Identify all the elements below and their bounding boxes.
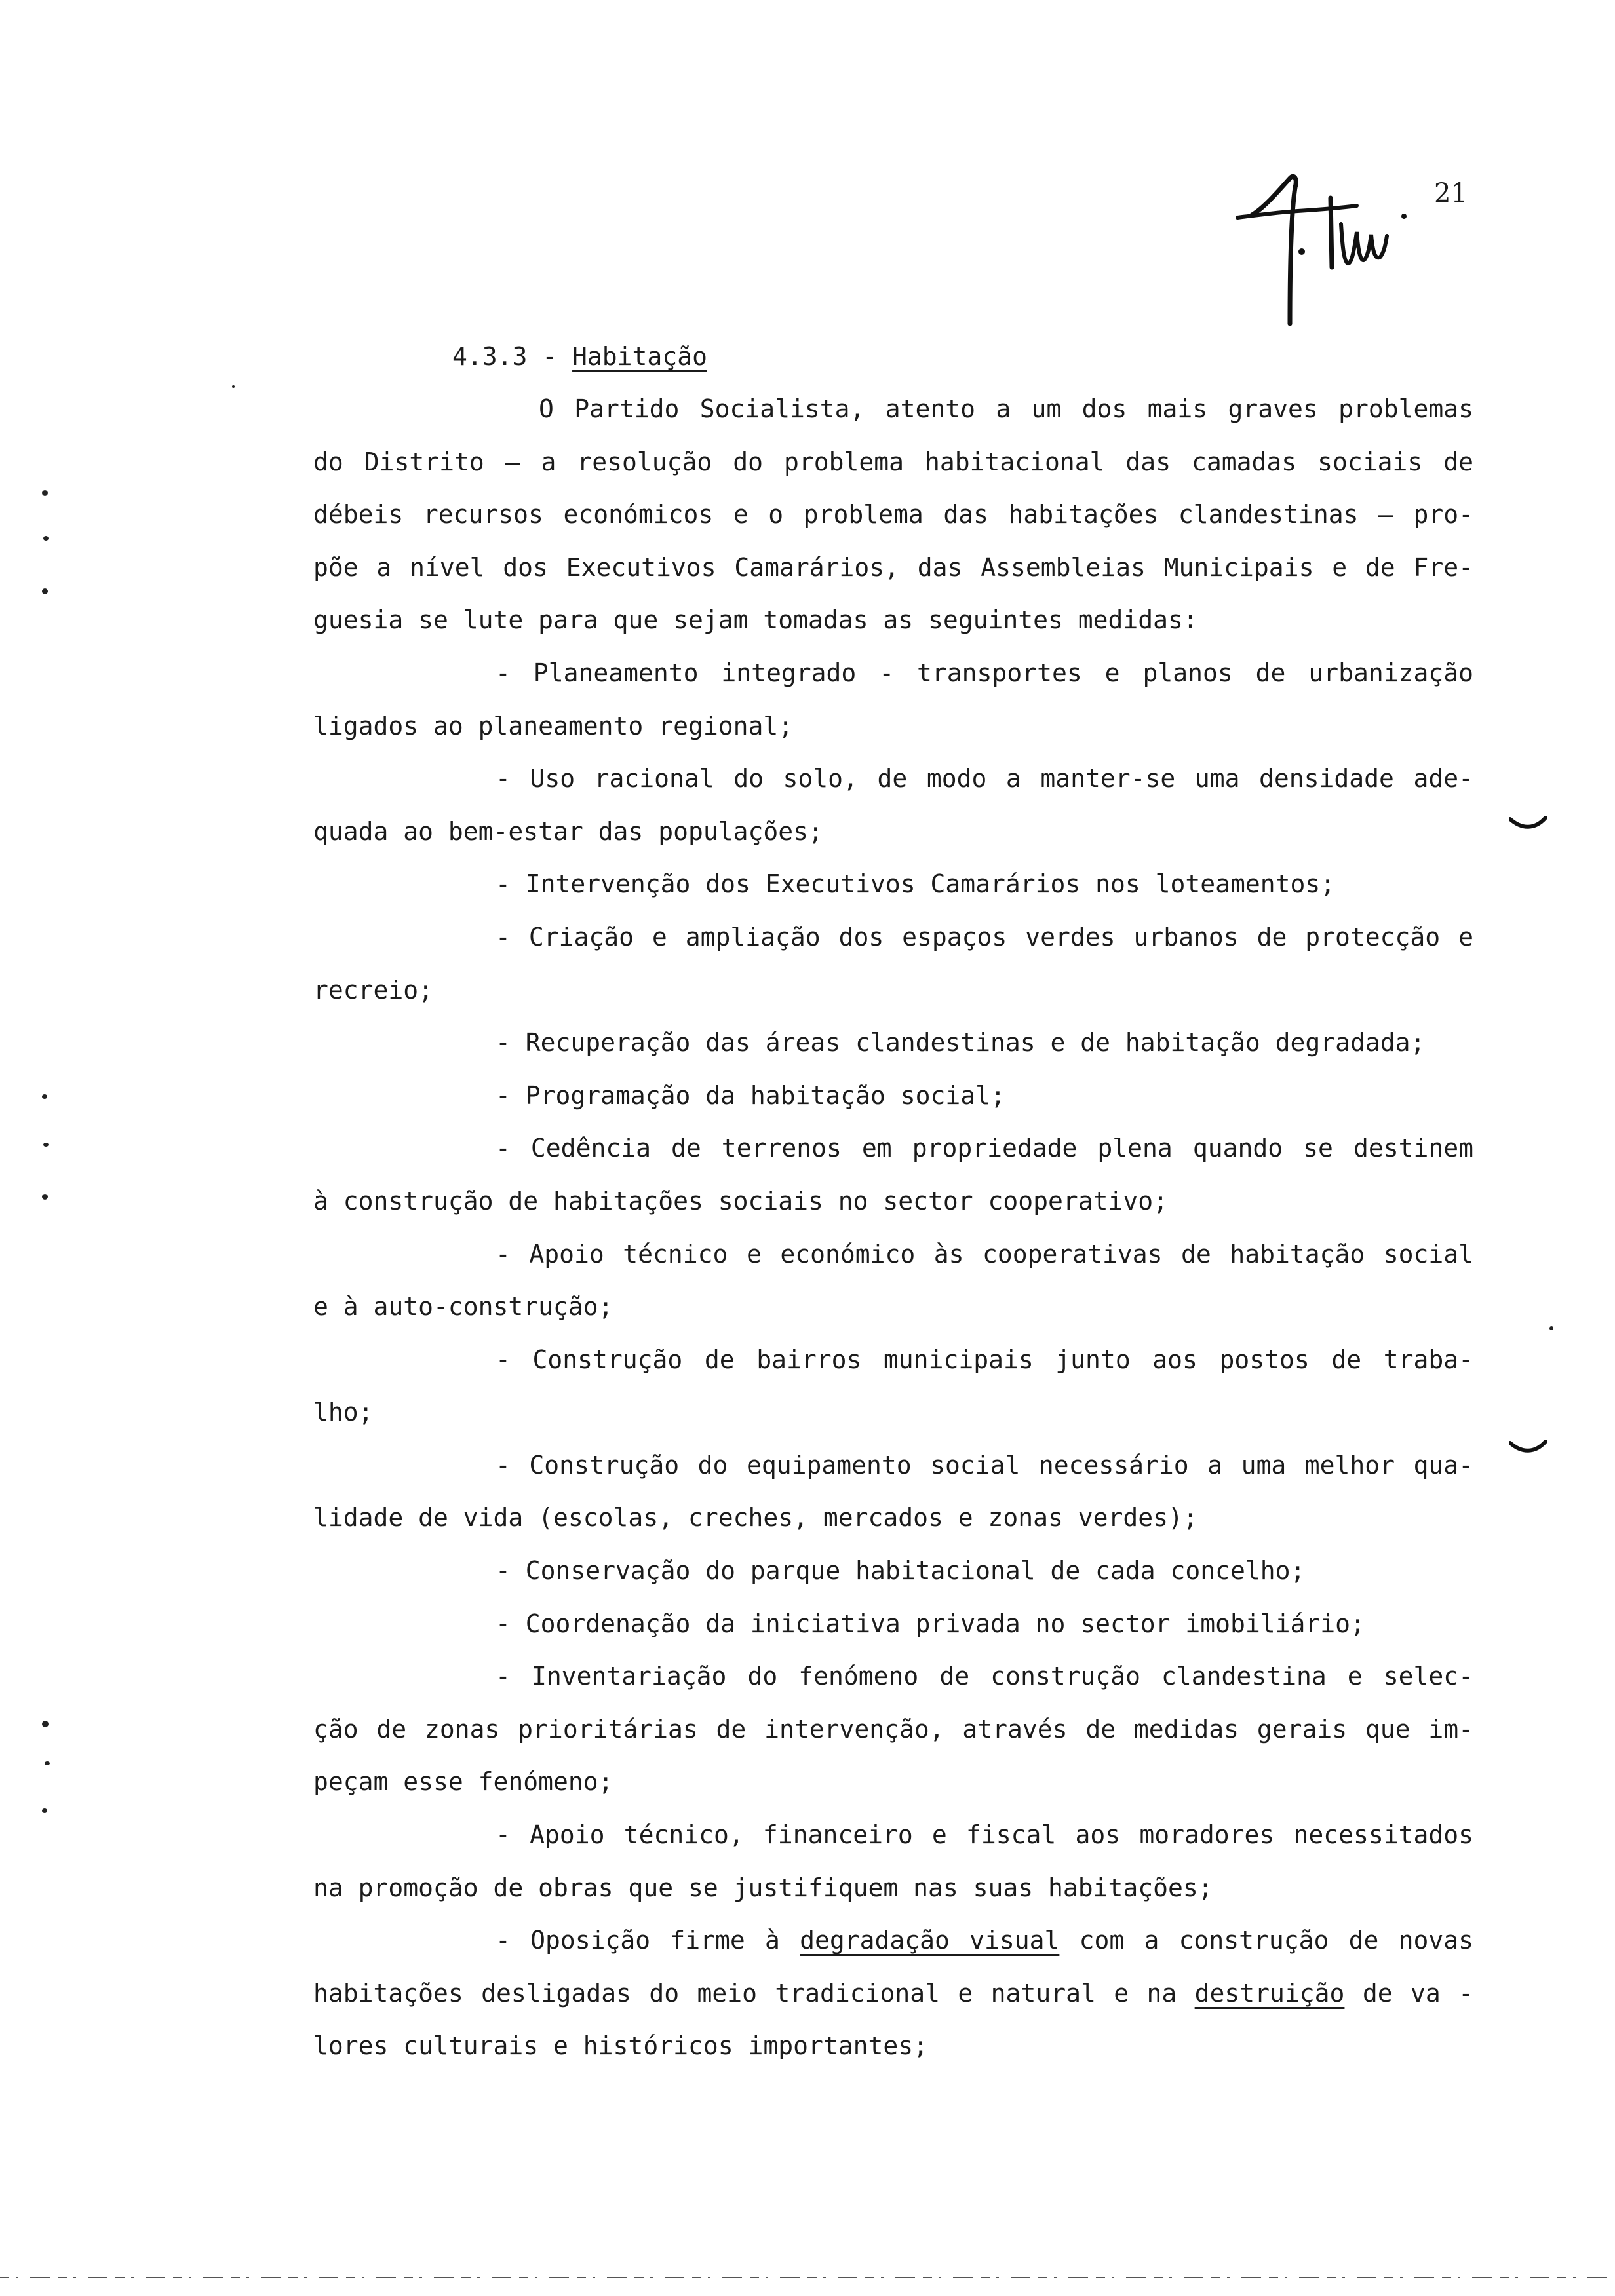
- text-line: - Apoio técnico e económico às cooperativas de habitação social: [496, 1239, 1473, 1269]
- margin-mark: [42, 490, 48, 496]
- measure-item: [313, 1228, 1473, 1333]
- text-line: - Planeamento integrado - transportes e planos de urbanização: [496, 658, 1473, 687]
- text-line: lho;: [313, 1398, 374, 1427]
- text-line: peçam esse fenómeno;: [313, 1767, 613, 1797]
- underlined-phrase: degradação visual: [800, 1926, 1060, 1955]
- text-line: - Construção de bairros municipais junto aos postos de traba-: [496, 1345, 1473, 1374]
- page-number: 21: [1434, 178, 1468, 208]
- text-line: O Partido Socialista, atento a um dos mais graves problemas: [539, 394, 1473, 423]
- text-line: - Coordenação da iniciativa privada no sector imobiliário;: [496, 1609, 1365, 1638]
- text-segment: habitações desligadas do meio tradicional e natural e na: [313, 1978, 1177, 2008]
- margin-mark: [42, 588, 48, 594]
- text-line: põe a nível dos Executivos Camarários, das Assembleias Municipais e de Fre-: [313, 552, 1473, 582]
- text-line: quada ao bem-estar das populações;: [313, 816, 823, 846]
- section-number: 4.3.3 -: [452, 342, 558, 371]
- measure-item: [313, 1650, 1473, 1808]
- margin-mark: [42, 1094, 47, 1099]
- text-line: lores culturais e históricos importantes;: [313, 2031, 928, 2061]
- body-text: [313, 383, 1473, 2073]
- measure-item: [313, 1914, 1473, 2073]
- measure-item: [313, 1122, 1473, 1227]
- text-line: - Intervenção dos Executivos Camarários nos loteamentos;: [496, 870, 1336, 899]
- text-line: - Cedência de terrenos em propriedade plena quando se destinem: [496, 1134, 1473, 1163]
- intro-paragraph: [313, 383, 1473, 647]
- text-segment: - Oposição firme à: [496, 1926, 780, 1955]
- measure-item: [313, 1598, 1473, 1651]
- text-line: - Conservação do parque habitacional de cada concelho;: [496, 1556, 1306, 1586]
- measure-item: [313, 1808, 1473, 1914]
- margin-mark: [1549, 1326, 1553, 1330]
- text-line: - Recuperação das áreas clandestinas e de habitação degradada;: [496, 1028, 1426, 1058]
- text-line: ção de zonas prioritárias de intervenção, através de medidas gerais que im-: [313, 1714, 1473, 1744]
- measure-item: [313, 647, 1473, 752]
- measure-item: [313, 858, 1473, 911]
- measure-item: [313, 1069, 1473, 1122]
- measure-item: [313, 1544, 1473, 1598]
- underlined-phrase: destruição: [1194, 1978, 1345, 2008]
- text-line: ligados ao planeamento regional;: [313, 711, 794, 740]
- measure-item: [313, 1439, 1473, 1544]
- text-line: - Construção do equipamento social necessário a uma melhor qua-: [496, 1450, 1473, 1480]
- measure-item: [313, 752, 1473, 858]
- margin-mark: [232, 385, 235, 388]
- margin-mark: [42, 1194, 48, 1200]
- margin-mark: [43, 1143, 49, 1147]
- text-line: lidade de vida (escolas, creches, mercados e zonas verdes);: [313, 1503, 1198, 1533]
- margin-mark: [45, 1761, 50, 1765]
- text-line: do Distrito — a resolução do problema habitacional das camadas sociais de: [313, 447, 1473, 476]
- measure-item: [313, 911, 1473, 1016]
- text-line: - Uso racional do solo, de modo a manter-se uma densidade ade-: [496, 764, 1473, 794]
- text-segment: de va -: [1362, 1978, 1473, 2008]
- margin-bracket-mark: [1509, 815, 1548, 835]
- measure-item: [313, 1333, 1473, 1439]
- text-line: [313, 1967, 1473, 2020]
- text-line: [313, 1914, 1473, 1967]
- handwritten-signature: [1232, 152, 1429, 335]
- scan-artifact-line: [0, 2275, 1615, 2280]
- margin-mark: [42, 1808, 47, 1813]
- section-heading: [452, 342, 707, 371]
- margin-bracket-mark: [1509, 1439, 1548, 1459]
- text-line: - Inventariação do fenómeno de construção clandestina e selec-: [496, 1662, 1473, 1691]
- text-line: guesia se lute para que sejam tomadas as seguintes medidas:: [313, 605, 1198, 635]
- margin-mark: [43, 536, 49, 541]
- text-line: e à auto-construção;: [313, 1292, 613, 1322]
- text-line: - Apoio técnico, financeiro e fiscal aos moradores necessitados: [496, 1820, 1473, 1850]
- text-line: na promoção de obras que se justifiquem nas suas habitações;: [313, 1873, 1213, 1902]
- text-line: recreio;: [313, 975, 434, 1004]
- measure-item: [313, 1016, 1473, 1069]
- text-line: - Programação da habitação social;: [496, 1081, 1005, 1110]
- section-title: Habitação: [572, 342, 707, 371]
- text-line: débeis recursos económicos e o problema das habitações clandestinas — pro-: [313, 500, 1473, 529]
- text-segment: com a construção de novas: [1079, 1926, 1473, 1955]
- text-line: à construção de habitações sociais no sector cooperativo;: [313, 1186, 1169, 1215]
- margin-mark: [42, 1721, 49, 1727]
- text-line: - Criação e ampliação dos espaços verdes urbanos de protecção e: [496, 922, 1473, 951]
